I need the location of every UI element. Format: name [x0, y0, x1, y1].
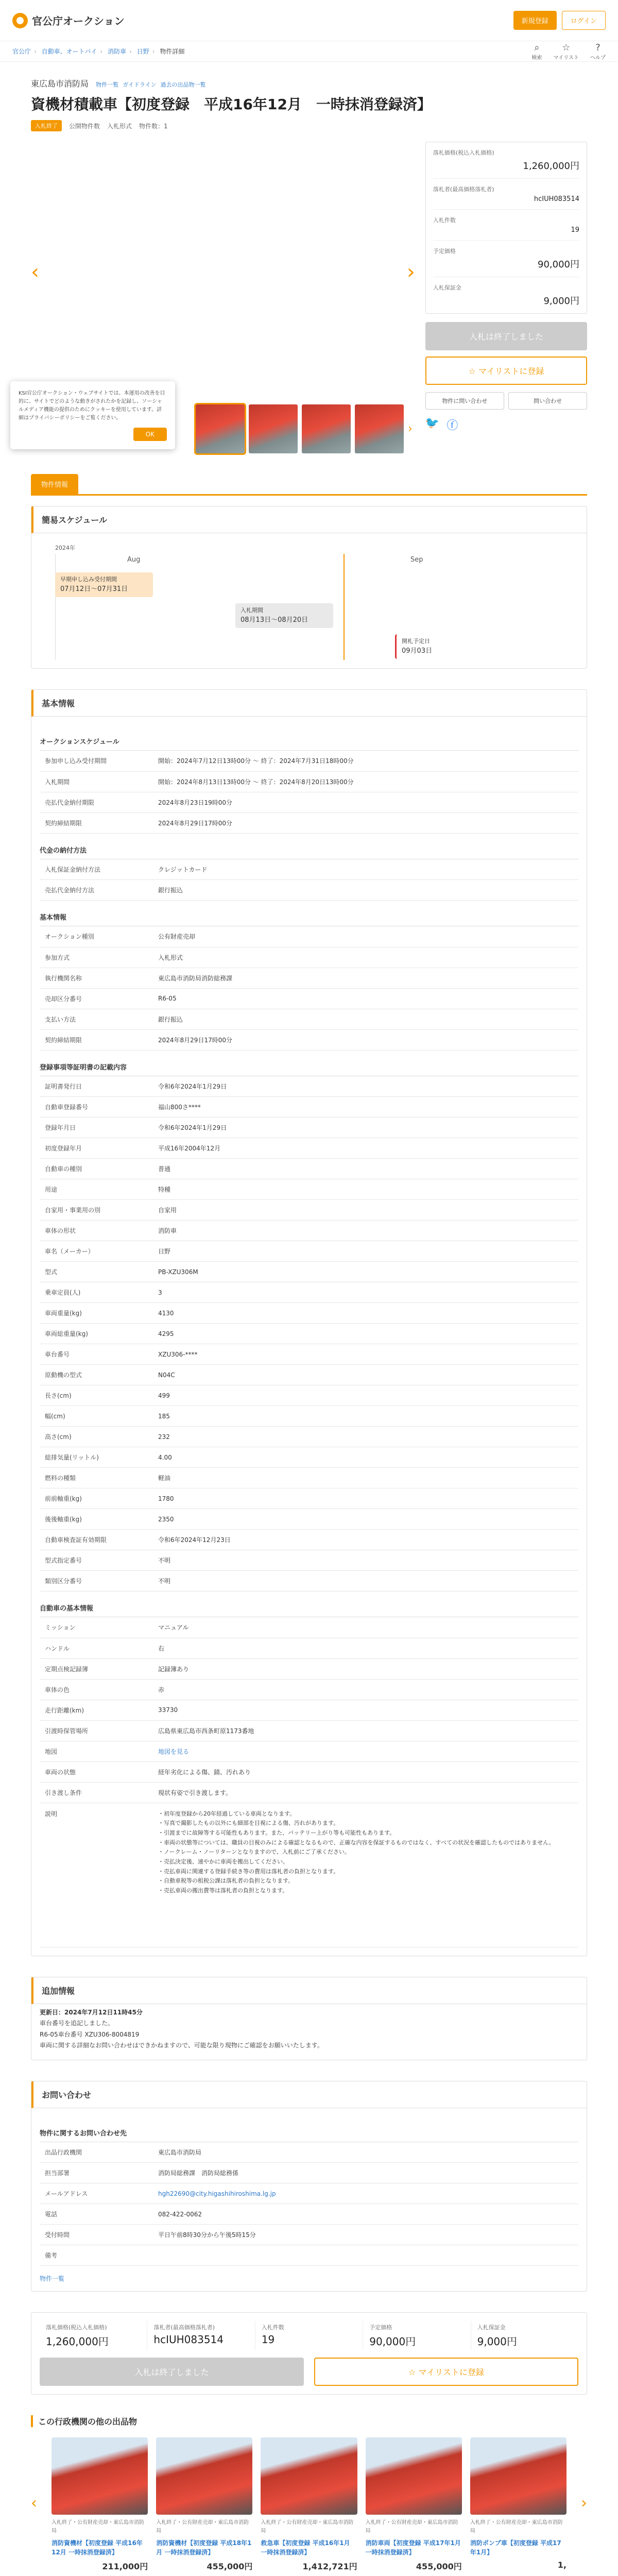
- cookie-text: KSI官公庁オークション・ウェブサイトでは、本運用の改善を目的に、サイトでどのような動きがされたかを記録し、ソーシャルメディア機能の提供のためにクッキーを使用しています。詳細はプライバシーポリシーをご覧ください。: [19, 391, 165, 421]
- row-value: 軽油: [153, 1468, 578, 1488]
- logo-text: 官公庁オークション: [32, 15, 125, 27]
- estimated-price: 90,000円: [538, 259, 579, 270]
- row-value: 2350: [153, 1509, 578, 1530]
- row-value: 499: [153, 1385, 578, 1406]
- card-meta: 入札終了・公有財産売却・東広島市消防局: [470, 2520, 563, 2534]
- note-item: ・初年度登録から20年経過している車両となります。: [158, 1810, 296, 1817]
- table-row: [40, 1076, 578, 1097]
- row-key: 乗車定員(人): [40, 1282, 153, 1303]
- row-key: 入札保証金納付方法: [40, 859, 153, 880]
- bid-ended-button: 入札は終了しました: [40, 2358, 304, 2386]
- card-meta: 入札終了・公有財産売却・東広島市消防局: [52, 2520, 144, 2534]
- org-tag-link[interactable]: 物件一覧: [96, 81, 119, 88]
- row-value: PB-XZU306M: [153, 1262, 578, 1282]
- table-row: [40, 792, 578, 812]
- status-badge: 入札終了: [31, 120, 62, 131]
- row-value: 3: [153, 1282, 578, 1303]
- login-button[interactable]: ログイン: [562, 11, 606, 30]
- row-key: 高さ(cm): [40, 1427, 153, 1447]
- card-image: [470, 2437, 566, 2515]
- row-key: 契約締結期限: [40, 1029, 153, 1050]
- note-item: ・売払車両に関連する登録手続き等の費用は落札者の負担となります。: [158, 1868, 339, 1875]
- row-value: クレジットカード: [153, 859, 578, 880]
- row-key: ハンドル: [40, 1638, 153, 1658]
- contact-subtitle: 物件に関するお問い合わせ先: [40, 2122, 578, 2142]
- row-value: 232: [153, 1427, 578, 1447]
- row-value: 現状有姿で引き渡します。: [153, 1782, 578, 1803]
- info-group-heading: 自動車の基本情報: [40, 1597, 578, 1617]
- table-row: [40, 1658, 578, 1679]
- timeline-event: 入札期間 08月13日～08月20日: [235, 603, 333, 628]
- winner-id: hcIUH083514: [534, 195, 579, 203]
- breadcrumb-item[interactable]: 消防車: [108, 48, 127, 55]
- timeline-year: 2024年: [55, 545, 75, 551]
- deposit-price: 9,000円: [543, 296, 579, 307]
- facebook-icon[interactable]: ⓕ: [447, 419, 458, 432]
- table-row: [40, 1097, 578, 1117]
- table-row: [40, 968, 578, 988]
- info-table: [40, 751, 578, 834]
- row-value: 公有財産売却: [153, 926, 578, 947]
- thumbnail[interactable]: [196, 404, 245, 453]
- row-value: 東広島市消防局消防総務課: [153, 968, 578, 988]
- card-title[interactable]: 消防資機材【初度登録 平成18年1月 一時抹消登録済】: [156, 2539, 252, 2556]
- prev-image-icon[interactable]: ‹: [31, 260, 39, 284]
- table-row: [40, 751, 578, 771]
- table-row: [40, 1782, 578, 1803]
- row-key: 原動機の型式: [40, 1365, 153, 1385]
- row-key: 支払い方法: [40, 1009, 153, 1029]
- org-tag-link[interactable]: ガイドライン: [123, 81, 157, 88]
- row-key: 長さ(cm): [40, 1385, 153, 1406]
- card-price: 1,412,721円: [302, 2562, 357, 2572]
- search-icon: ⌕: [534, 42, 540, 53]
- row-value: 入札形式: [153, 947, 578, 968]
- row-value: 経年劣化による傷、錆、汚れあり: [153, 1761, 578, 1782]
- table-row: [40, 1803, 578, 1947]
- row-key: 車両の状態: [40, 1761, 153, 1782]
- meta-item: 入札形式: [107, 122, 132, 130]
- row-key: 走行距離(km): [40, 1700, 153, 1720]
- inquiry-button[interactable]: 物件に問い合わせ: [425, 392, 504, 410]
- winner-id: hcIUH083514: [153, 2333, 224, 2346]
- row-key: 参加申し込み受付期間: [40, 751, 153, 771]
- table-row: [40, 1700, 578, 1720]
- help-icon: ?: [595, 42, 600, 53]
- row-key: 執行機関名称: [40, 968, 153, 988]
- row-value: 赤: [153, 1679, 578, 1700]
- table-row: [40, 771, 578, 792]
- table-row: [40, 1365, 578, 1385]
- row-key: 契約締結期限: [40, 812, 153, 833]
- row-key: 車体の色: [40, 1679, 153, 1700]
- table-row: [40, 859, 578, 880]
- main-image: [31, 142, 415, 399]
- basic-info-section: [31, 689, 587, 1956]
- breadcrumb-item[interactable]: 自動車、オートバイ: [41, 48, 97, 55]
- row-key: 自動車登録番号: [40, 1097, 153, 1117]
- price-label: 入札件数: [433, 217, 456, 224]
- row-key: 型式指定番号: [40, 1550, 153, 1571]
- price-label: 入札保証金: [433, 284, 461, 291]
- card-title[interactable]: 消防車両【初度登録 平成17年1月 一時抹消登録済】: [365, 2539, 461, 2556]
- row-value: 4.00: [153, 1447, 578, 1468]
- table-row: [40, 1344, 578, 1365]
- email-link[interactable]: hgh22690@city.higashihiroshima.lg.jp: [158, 2190, 276, 2197]
- table-row: [40, 1200, 578, 1221]
- breadcrumb-item[interactable]: 官公庁: [12, 48, 31, 55]
- note-item: ・写真で撮影したもの以外にも細部を目視による傷、汚れがあります。: [158, 1820, 339, 1827]
- row-value: 2024年8月29日17時00分: [153, 812, 578, 833]
- row-key: 型式: [40, 1262, 153, 1282]
- row-value: マニュアル: [153, 1617, 578, 1638]
- row-value: 特種: [153, 1179, 578, 1200]
- row-key: 車名（メーカー）: [40, 1241, 153, 1262]
- bid-count: 19: [261, 2333, 275, 2346]
- nav-search[interactable]: ⌕ 検索: [531, 42, 542, 61]
- note-item: ・ノークレーム・ノーリターンとなりますので、入札前にご了承ください。: [158, 1849, 350, 1856]
- table-row: [40, 1262, 578, 1282]
- row-value: N04C: [153, 1365, 578, 1385]
- row-key: 車両重量(kg): [40, 1303, 153, 1324]
- item-list-link[interactable]: 物件一覧: [40, 2275, 65, 2283]
- deposit-price: 9,000円: [477, 2335, 517, 2348]
- row-key: 入札期間: [40, 771, 153, 792]
- row-key: 引き渡し条件: [40, 1782, 153, 1803]
- related-card[interactable]: [261, 2437, 357, 2572]
- bid-count: 19: [571, 226, 579, 234]
- row-key: オークション種別: [40, 926, 153, 947]
- table-row: [40, 1741, 578, 1761]
- table-row: [40, 1617, 578, 1638]
- card-meta: 入札終了・公有財産売却・東広島市消防局: [261, 2520, 354, 2534]
- card-meta: 入札終了・公有財産売却・東広島市消防局: [156, 2520, 249, 2534]
- row-key: 後後軸重(kg): [40, 1509, 153, 1530]
- page-title: 資機材積載車【初度登録 平成16年12月 一時抹消登録済】: [31, 96, 432, 113]
- price-panel: [425, 142, 587, 453]
- row-value: 令和6年2024年12月23日: [153, 1530, 578, 1550]
- row-key: ミッション: [40, 1617, 153, 1638]
- twitter-icon[interactable]: 🐦: [425, 417, 440, 430]
- table-row: [40, 1406, 578, 1427]
- info-table: [40, 1076, 578, 1592]
- row-key: 前前軸重(kg): [40, 1488, 153, 1509]
- price-label: 予定価格: [433, 248, 456, 255]
- info-group-heading: 登録事項等証明書の記載内容: [40, 1056, 578, 1076]
- next-image-icon[interactable]: ›: [406, 260, 415, 284]
- row-value: 不明: [153, 1571, 578, 1591]
- note-item: ・売払決定後、速やかに車両を搬出してください。: [158, 1858, 288, 1865]
- row-value: R6-05: [153, 988, 578, 1009]
- note-item: ・売払車両の搬出費等は落札者の負担となります。: [158, 1887, 288, 1894]
- related-card[interactable]: [52, 2437, 148, 2572]
- row-key: 初度登録年月: [40, 1138, 153, 1159]
- table-row: [40, 1468, 578, 1488]
- star-icon: ☆: [562, 42, 571, 53]
- row-value: 2024年8月29日17時00分: [153, 1029, 578, 1050]
- row-value: 開始：2024年7月12日13時00分 ～ 終了：2024年7月31日18時00分: [153, 751, 578, 771]
- card-title[interactable]: 救急車【初度登録 平成16年1月 一時抹消登録済】: [261, 2539, 350, 2556]
- row-key: 幅(cm): [40, 1406, 153, 1427]
- row-value: XZU306-****: [153, 1344, 578, 1365]
- info-table: [40, 1617, 578, 1947]
- price-label: 落札価格(税込入札価格): [433, 149, 494, 156]
- row-value: 令和6年2024年1月29日: [153, 1117, 578, 1138]
- row-key: 用途: [40, 1179, 153, 1200]
- bottom-price-bar: 落札価格(税込入札価格) 1,260,000円 落札者(最高価格落札者) hcIUH083514 入札件数 19 予定価格 90,000円 入札保証金 9,000円 入札は終了しました ☆ マイリストに登録: [31, 2312, 587, 2395]
- table-row: [40, 1138, 578, 1159]
- timeline-month: Aug: [127, 556, 141, 564]
- related-card[interactable]: [470, 2437, 566, 2572]
- meta-item: 物件数：1: [139, 122, 168, 130]
- row-key: 地図: [40, 1741, 153, 1761]
- table-row: [40, 1720, 578, 1741]
- table-row: [40, 880, 578, 901]
- row-value: 不明: [153, 1550, 578, 1571]
- table-row: [40, 1509, 578, 1530]
- org-tag-link[interactable]: 過去の出品物一覧: [160, 81, 206, 88]
- contact-button[interactable]: 問い合わせ: [508, 392, 587, 410]
- note-item: ・引渡までに故障等する可能性もあります。また、バッテリー上がり等も可能性もあります。: [158, 1829, 396, 1836]
- related-card[interactable]: [366, 2437, 462, 2572]
- meta-item: 公開物件数: [69, 122, 100, 130]
- row-key: 車台番号: [40, 1344, 153, 1365]
- table-row: [40, 1241, 578, 1262]
- row-key: 定期点検記録簿: [40, 1658, 153, 1679]
- card-price: 211,000円: [102, 2562, 148, 2572]
- row-key: 売却区分番号: [40, 988, 153, 1009]
- card-image: [366, 2437, 462, 2515]
- section-title: この行政機関の他の出品物: [31, 2415, 587, 2427]
- row-key: 車両総重量(kg): [40, 1324, 153, 1344]
- winning-price: 1,260,000円: [46, 2335, 109, 2348]
- table-row: [40, 1488, 578, 1509]
- row-value: 4130: [153, 1303, 578, 1324]
- card-price: 455,000円: [416, 2562, 462, 2572]
- info-group-heading: オークションスケジュール: [40, 730, 578, 751]
- related-card[interactable]: [156, 2437, 252, 2572]
- related-items: [31, 2415, 587, 2576]
- row-value: 自家用: [153, 1200, 578, 1221]
- breadcrumb: 官公庁 › 自動車、オートバイ › 消防車 › 日野 › 物件詳細: [12, 48, 185, 55]
- prev-card-icon[interactable]: ‹: [31, 2494, 37, 2513]
- row-value: 普通: [153, 1159, 578, 1179]
- table-row: [40, 1550, 578, 1571]
- site-logo[interactable]: [12, 13, 125, 28]
- section-title: 追加情報: [31, 1977, 587, 2004]
- row-key: 参加方式: [40, 947, 153, 968]
- card-image: [261, 2437, 357, 2515]
- info-group-heading: 基本情報: [40, 906, 578, 926]
- row-value: 右: [153, 1638, 578, 1658]
- row-key: 説明: [40, 1803, 153, 1947]
- thumbnail[interactable]: [355, 404, 404, 453]
- card-image: [52, 2437, 148, 2515]
- table-row: [40, 1530, 578, 1550]
- site-header: [0, 0, 618, 41]
- schedule-section: [31, 506, 587, 669]
- estimated-price: 90,000円: [369, 2335, 416, 2348]
- info-table: [40, 859, 578, 901]
- row-value: 福山800さ****: [153, 1097, 578, 1117]
- thumbnail-next-icon[interactable]: ›: [408, 422, 413, 435]
- row-value: 令和6年2024年1月29日: [153, 1076, 578, 1097]
- price-label: 落札者(最高価格落札者): [433, 186, 494, 193]
- table-row: [40, 1427, 578, 1447]
- table-row: [40, 1447, 578, 1468]
- org-name[interactable]: 東広島市消防局: [31, 79, 89, 89]
- row-key: 売払代金納付期限: [40, 792, 153, 812]
- row-value: 開始：2024年8月13日13時00分 ～ 終了：2024年8月20日13時00分: [153, 771, 578, 792]
- thumbnail[interactable]: [249, 404, 298, 453]
- tab-item-info[interactable]: 物件情報: [31, 474, 78, 494]
- row-value: 日野: [153, 1241, 578, 1262]
- card-title[interactable]: 消防ポンプ車【初度登録 平成17年1月】: [470, 2539, 561, 2556]
- table-row: [40, 812, 578, 833]
- next-card-icon[interactable]: ›: [581, 2494, 587, 2513]
- cookie-banner: [10, 381, 175, 449]
- table-row: [40, 1679, 578, 1700]
- breadcrumb-current: 物件詳細: [160, 48, 185, 55]
- row-key: 証明書発行日: [40, 1076, 153, 1097]
- card-meta: 入札終了・公有財産売却・東広島市消防局: [365, 2520, 458, 2534]
- card-title[interactable]: 消防資機材【初度登録 平成16年12月 一時抹消登録済】: [52, 2539, 143, 2556]
- thumbnail[interactable]: [302, 404, 351, 453]
- row-value: 33730: [153, 1700, 578, 1720]
- row-value: 1780: [153, 1488, 578, 1509]
- table-row: [40, 988, 578, 1009]
- row-value: 185: [153, 1406, 578, 1427]
- row-value: 銀行振込: [153, 880, 578, 901]
- row-value: 銀行振込: [153, 1009, 578, 1029]
- table-row: [40, 1117, 578, 1138]
- table-row: [40, 947, 578, 968]
- additional-line: 車両に関する詳細なお問い合わせはできかねますので、可能な限り現物にご確認をお願いいたします。: [40, 2042, 323, 2049]
- timeline-event: 開札予定日 09月03日: [395, 634, 477, 659]
- note-item: ・自動車税等の租税公課は落札者の負担となります。: [158, 1877, 294, 1885]
- cookie-ok-button[interactable]: OK: [133, 428, 167, 441]
- table-row: [40, 1029, 578, 1050]
- section-title: 簡易スケジュール: [31, 506, 587, 533]
- timeline-today-marker: [344, 554, 345, 660]
- row-value: 2024年8月23日19時00分: [153, 792, 578, 812]
- nav-mylist[interactable]: ☆ マイリスト: [553, 42, 579, 61]
- card-image: [156, 2437, 252, 2515]
- card-price: 455,000円: [207, 2562, 253, 2572]
- table-row: [40, 1221, 578, 1241]
- section-title: 基本情報: [31, 690, 587, 717]
- table-row: [40, 1282, 578, 1303]
- table-row: [40, 1638, 578, 1658]
- card-price: 1,: [557, 2560, 567, 2570]
- row-value: 平成16年2004年12月: [153, 1138, 578, 1159]
- add-mylist-button[interactable]: ☆ マイリストに登録: [425, 357, 587, 385]
- row-key: 登録年月日: [40, 1117, 153, 1138]
- table-row: [40, 1761, 578, 1782]
- breadcrumb-item[interactable]: 日野: [136, 48, 149, 55]
- table-row: [40, 1324, 578, 1344]
- timeline-month: Sep: [410, 556, 423, 564]
- logo-mark-icon: [12, 13, 28, 28]
- section-title: お問い合わせ: [31, 2081, 587, 2108]
- table-row: [40, 1385, 578, 1406]
- item-title-block: [0, 62, 618, 137]
- row-key: 引渡時保管場所: [40, 1720, 153, 1741]
- row-key: 自動車検査証有効期限: [40, 1530, 153, 1550]
- winning-price: 1,260,000円: [523, 161, 579, 172]
- table-row: [40, 1179, 578, 1200]
- row-value[interactable]: 地図を見る: [153, 1741, 578, 1761]
- update-date: 更新日：2024年7月12日11時45分: [40, 2008, 143, 2016]
- table-row: [40, 1009, 578, 1029]
- row-key: 自動車の種別: [40, 1159, 153, 1179]
- additional-line: 車台番号を追記しました。: [40, 2020, 114, 2027]
- timeline-event: 早期申し込み受付期間 07月12日～07月31日: [55, 572, 153, 597]
- table-row: [40, 1303, 578, 1324]
- row-value: 記録簿あり: [153, 1658, 578, 1679]
- row-key: 車体の形状: [40, 1221, 153, 1241]
- contact-section: [31, 2081, 587, 2292]
- table-row: [40, 1159, 578, 1179]
- additional-info-section: [31, 1977, 587, 2060]
- row-key: 類別区分番号: [40, 1571, 153, 1591]
- row-key: 自家用・事業用の別: [40, 1200, 153, 1221]
- add-mylist-button[interactable]: ☆ マイリストに登録: [314, 2358, 578, 2386]
- row-key: 総排気量(リットル): [40, 1447, 153, 1468]
- row-value: 4295: [153, 1324, 578, 1344]
- notes-list: [153, 1803, 578, 1947]
- nav-bar: [0, 41, 618, 62]
- table-row: [40, 926, 578, 947]
- additional-line: R6-05車台番号 XZU306-8004819: [40, 2030, 140, 2038]
- row-value: 消防車: [153, 1221, 578, 1241]
- schedule-timeline: [40, 541, 578, 660]
- row-key: 燃料の種類: [40, 1468, 153, 1488]
- note-item: ・車両の状態等については、職員の目視のみによる確認となるもので、正確な内容を保証するものではなく、すべての状況を確認したものではありません。: [158, 1839, 555, 1846]
- row-value: 広島県東広島市西条町原1173番地: [153, 1720, 578, 1741]
- bid-ended-button: 入札は終了しました: [425, 322, 587, 350]
- table-row: [40, 1571, 578, 1591]
- info-table: [40, 926, 578, 1050]
- contact-table: 出品行政機関 東広島市消防局 担当部署 消防局総務課 消防局総務係 メールアドレス hgh22690@city.higashihiroshima.lg.jp 電話 082-422-0062 受付時間 平日午前8時30分から午後5時15分 備考: [40, 2142, 578, 2266]
- nav-help[interactable]: ? ヘルプ: [590, 42, 606, 61]
- register-button[interactable]: 新規登録: [513, 11, 557, 30]
- row-key: 売払代金納付方法: [40, 880, 153, 901]
- info-group-heading: 代金の納付方法: [40, 839, 578, 859]
